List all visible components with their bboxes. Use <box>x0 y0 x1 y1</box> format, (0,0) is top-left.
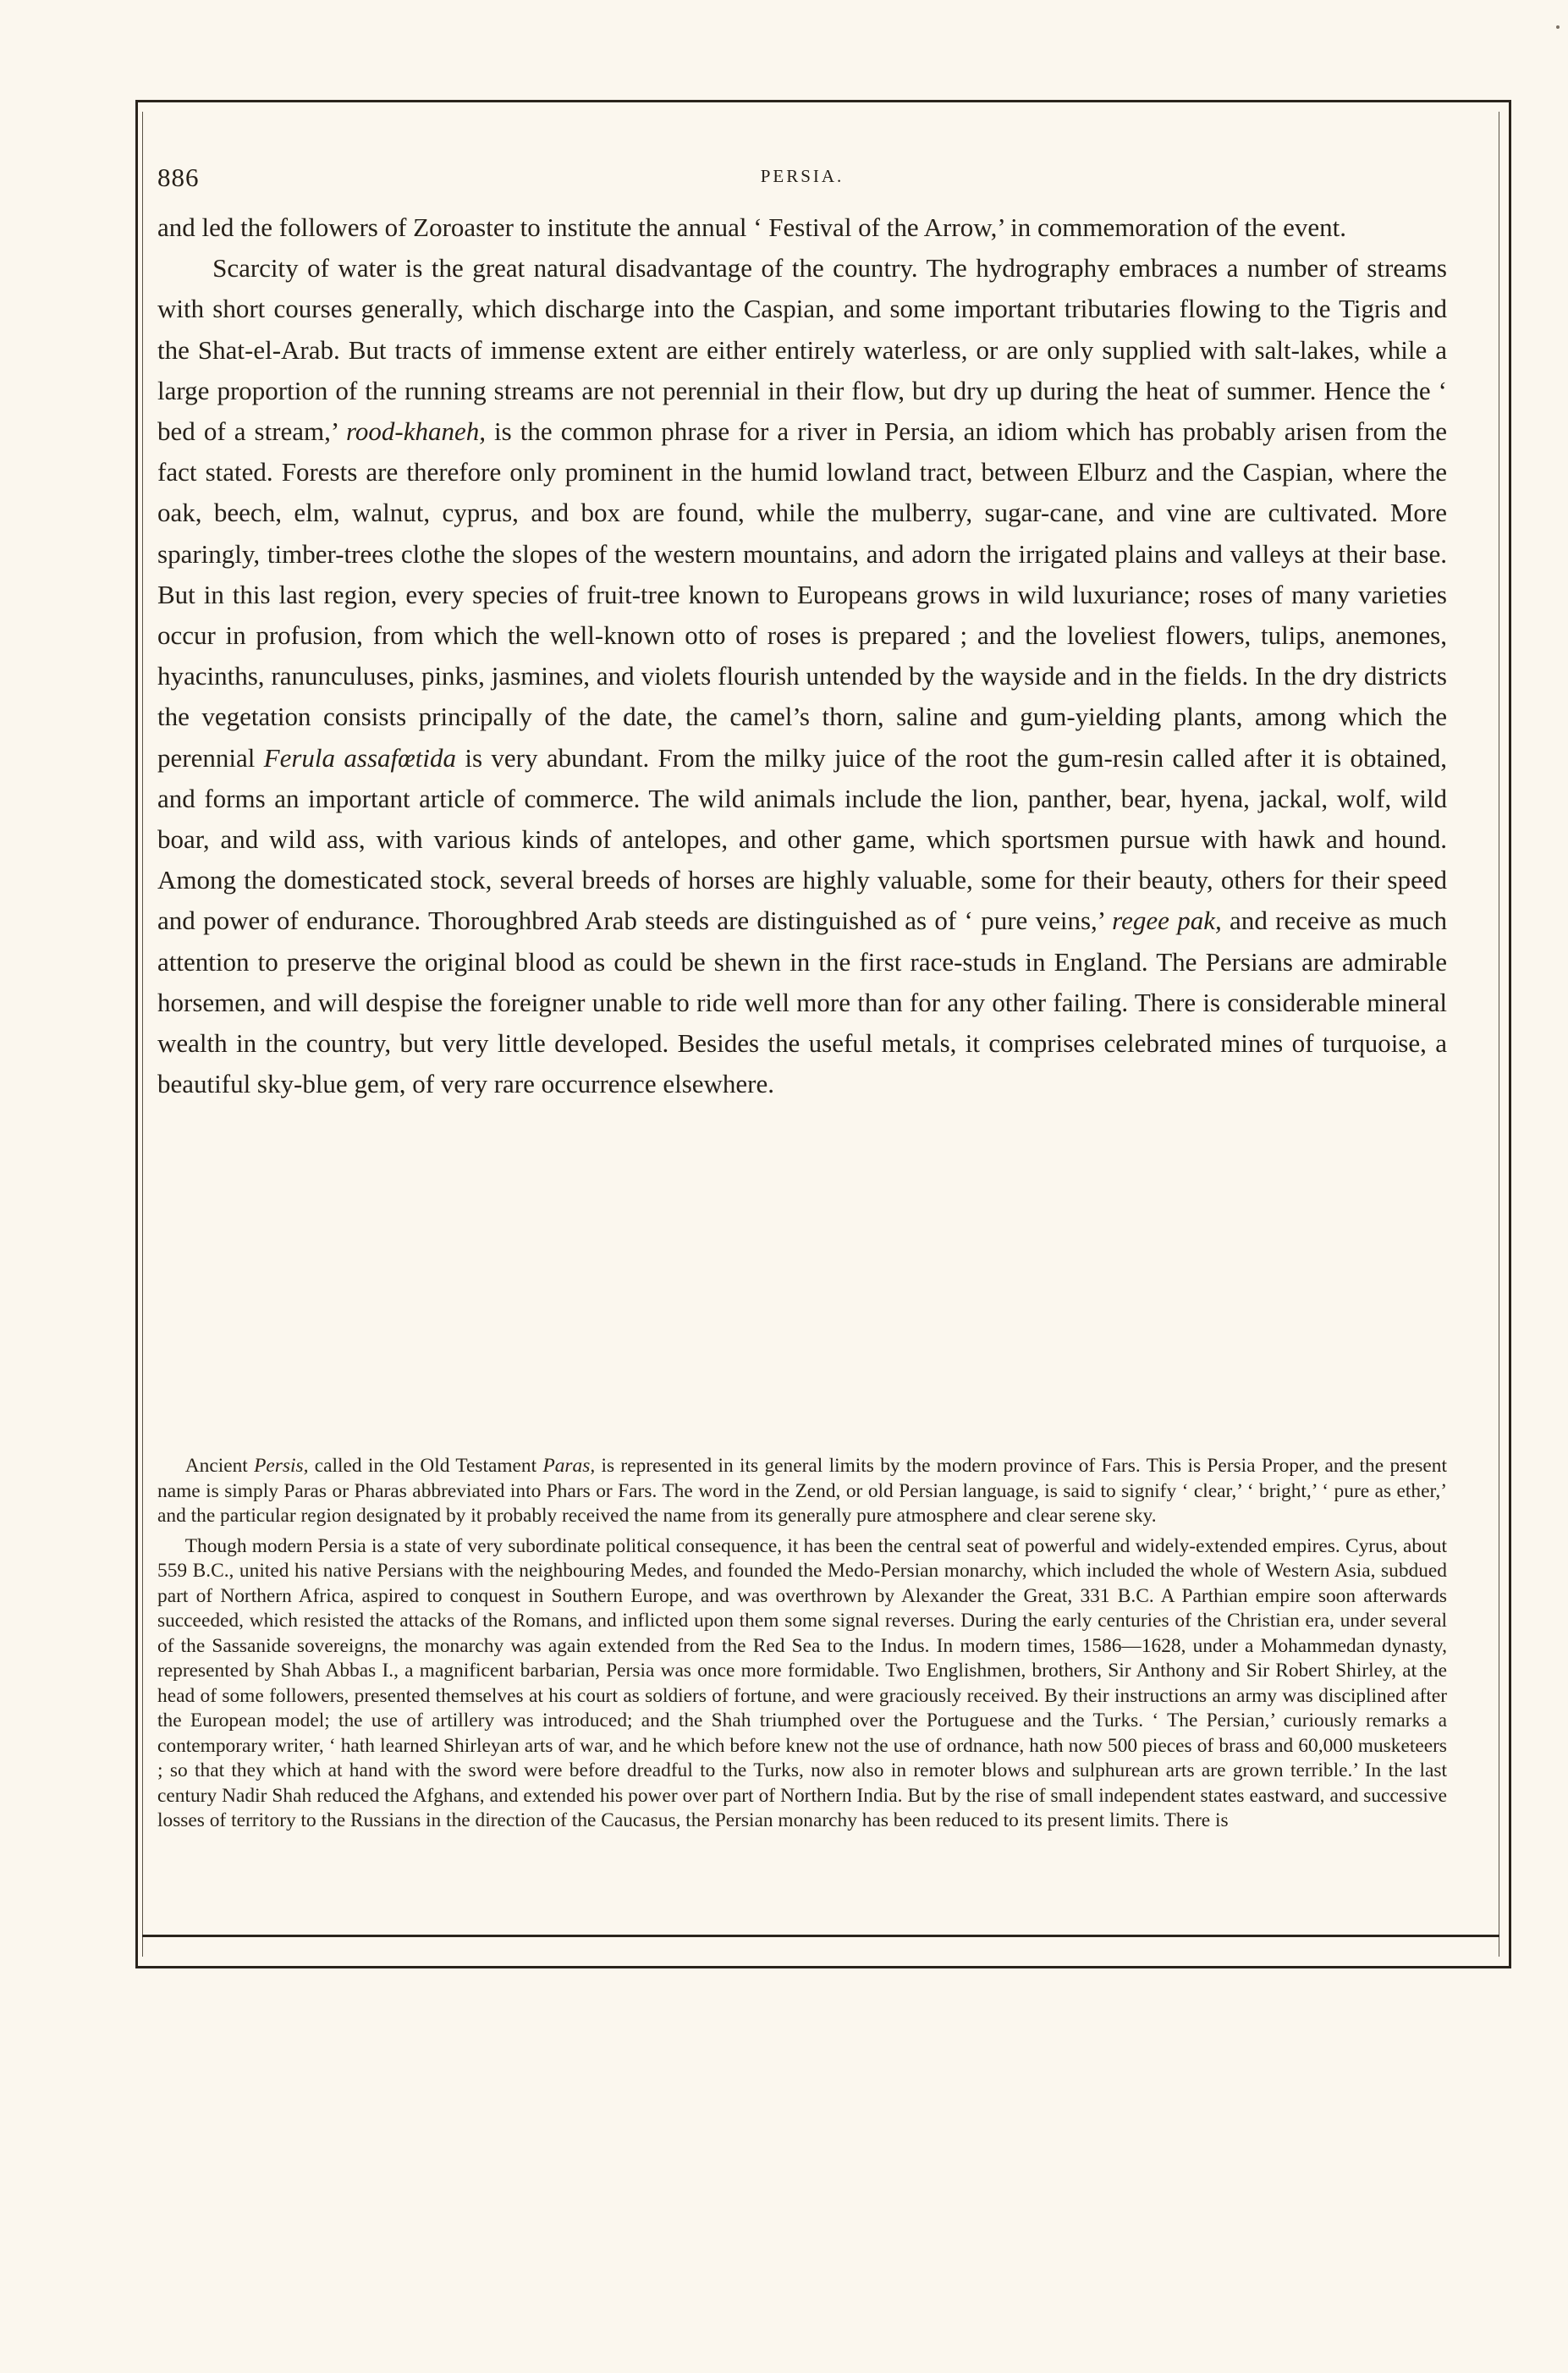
running-head: PERSIA. <box>760 166 845 186</box>
paragraph-scarcity-of-water <box>157 248 1447 1104</box>
italic-term-paras: Paras, <box>542 1455 596 1477</box>
note-text-segment: is represented in its general limits by the modern province of Fars. This is Persia Proper, and the present name is simply Paras or Pharas abbreviated into Phars or Fars. The word in the Zend, or old Persian language, is said to signify ‘ clear,’ ‘ bright,’ ‘ pure as ether,’ and the particular region designated by it probably received the name from its generally pure atmosphere and clear serene sky. <box>157 1455 1447 1527</box>
main-body-text <box>157 207 1447 1104</box>
italic-term-ferula: Ferula assafœtida <box>263 742 457 773</box>
page-header <box>157 162 1447 196</box>
italic-term-rood-khaneh: rood-khaneh, <box>345 416 486 447</box>
page-number: 886 <box>157 162 200 192</box>
paragraph-text-segment: is the common phrase for a river in Persia, an idiom which has probably arisen from the fact stated. Forests are therefore only prominent in the humid lowland tract, between Elburz and the Caspian, where the oak, beech, elm, walnut, cyprus, and box are found, while the mulberry, sugar-cane, and vine are cultivated. More sparingly, timber-trees clothe the slopes of the western mountains, and adorn the irrigated plains and valleys at their base. But in this last region, every species of fruit-tree known to Europeans grows in wild luxuriance; roses of many varieties occur in profusion, from which the well-known otto of roses is prepared ; and the loveliest flowers, tulips, anemones, hyacinths, ranunculuses, pinks, jasmines, and violets flourish untended by the wayside and in the fields. In the dry districts the vegetation consists principally of the date, the camel’s thorn, saline and gum-yielding plants, among which the perennial <box>157 416 1447 773</box>
paragraph-text-segment: Scarcity of water is the great natural disadvantage of the country. The hydrography embraces a number of streams with short courses generally, which discharge into the Caspian, and some important tributaries flowing to the Tigris and the Shat-el-Arab. But tracts of immense extent are either entirely waterless, or are only supplied with salt-lakes, while a large proportion of the running streams are not perennial in their flow, but dry up during the heat of summer. Hence the ‘ bed of a stream,’ <box>157 253 1447 447</box>
italic-term-persis: Persis, <box>254 1455 309 1477</box>
bottom-rule <box>142 1935 1499 1937</box>
paragraph-continuation: and led the followers of Zoroaster to institute the annual ‘ Festival of the Arrow,’ in commemoration of the event. <box>157 212 1346 242</box>
paragraph-text-segment: is very abundant. From the milky juice of the root the gum-resin called after it is obtained, and forms an important article of commerce. The wild animals include the lion, panther, bear, hyena, jackal, wolf, wild boar, and wild ass, with various kinds of antelopes, and other game, which sportsmen pursue with hawk and hound. Among the domesticated stock, several breeds of horses are highly valuable, some for their beauty, others for their speed and power of endurance. Thoroughbred Arab steeds are distinguished as of ‘ pure veins,’ <box>157 742 1447 936</box>
note-text-segment: Ancient <box>184 1455 255 1477</box>
note-text-segment: called in the Old Testament <box>308 1455 543 1477</box>
paragraph-text-segment: and receive as much attention to preserve the original blood as could be shewn in the first race-studs in England. The Persians are admirable horsemen, and will despise the foreigner unable to ride well more than for any other failing. There is considerable mineral wealth in the country, but very little developed. Besides the useful metals, it comprises celebrated mines of turquoise, a beautiful sky-blue gem, of very rare occurrence elsewhere. <box>157 906 1448 1099</box>
ink-speck <box>1556 25 1560 29</box>
small-print-notes <box>157 1454 1447 1834</box>
italic-term-regee-pak: regee pak, <box>1112 906 1222 936</box>
note-ancient-persis <box>157 1454 1447 1529</box>
note-modern-persia-history: Though modern Persia is a state of very subordinate political consequence, it has been the central seat of powerful and widely-extended empires. Cyrus, about 559 B.C., united his native Persians with the neighbouring Medes, and founded the Medo-Persian monarchy, which included the whole of Western Asia, subdued part of Northern Africa, aspired to conquest in Southern Europe, and was overthrown by Alexander the Great, 331 B.C. A Parthian empire soon afterwards succeeded, which resisted the attacks of the Romans, and inflicted upon them some signal reverses. During the early centuries of the Christian era, under several of the Sassanide sovereigns, the monarchy was again extended from the Red Sea to the Indus. In modern times, 1586—1628, under a Mohammedan dynasty, represented by Shah Abbas I., a magnificent barbarian, Persia was once more formidable. Two Englishmen, brothers, Sir Anthony and Sir Robert Shirley, at the head of some followers, presented themselves at his court as soldiers of fortune, and were graciously received. By their instructions an army was disciplined after the European model; the use of artillery was introduced; and the Shah triumphed over the Portuguese and the Turks. ‘ The Persian,’ curiously remarks a contemporary writer, ‘ hath learned Shirleyan arts of war, and he which before knew not the use of ordnance, hath now 500 pieces of brass and 60,000 musketeers ; so that they which at hand with the sword were before dreadful to the Turks, now also in remoter blows and sulphurean arts are grown terrible.’ In the last century Nadir Shah reduced the Afghans, and extended his power over part of Northern India. But by the rise of small independent states eastward, and successive losses of territory to the Russians in the direction of the Caucasus, the Persian monarchy has been reduced to its present limits. There is <box>157 1534 1447 1831</box>
